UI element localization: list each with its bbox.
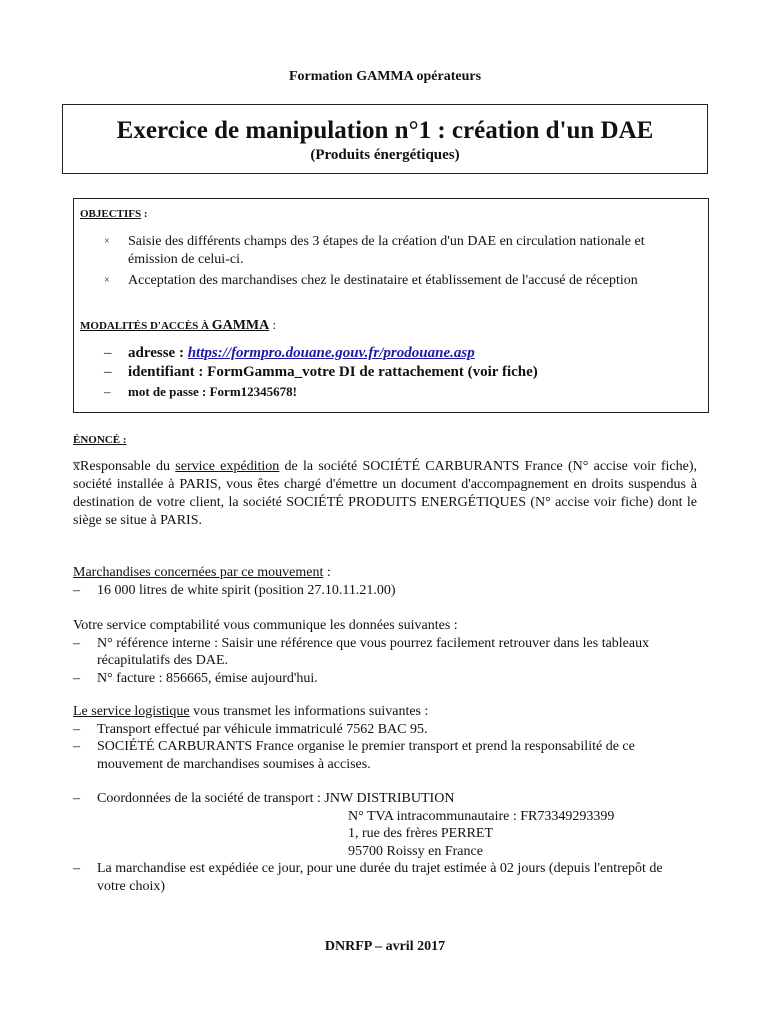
statement-label: ÉNONCÉ <box>73 434 121 446</box>
statement-paragraph <box>73 458 697 530</box>
statement-text-a: Responsable du <box>80 459 176 474</box>
transport-section <box>73 790 693 895</box>
list-item <box>104 363 694 382</box>
list-item <box>104 272 694 290</box>
goods-item: 16 000 litres de white spirit (position 27.10.11.21.00) <box>97 582 396 598</box>
objectives-colon: : <box>141 208 148 220</box>
transport-vat: N° TVA intracommunautaire : FR73349293399 <box>348 808 615 824</box>
logistics-item: SOCIÉTÉ CARBURANTS France organise le premier transport et prend la responsabilité de ce mouvement de marchandises soumises à accises. <box>97 739 635 772</box>
list-item <box>73 860 693 895</box>
accounting-heading: Votre service comptabilité vous communique les données suivantes : <box>73 618 458 633</box>
dash-bullet: – <box>73 721 80 737</box>
accounting-item: N° facture : 856665, émise aujourd'hui. <box>97 670 318 686</box>
dash-bullet: – <box>104 345 112 361</box>
transport-duration: La marchandise est expédiée ce jour, pour une durée du trajet estimée à 02 jours (depuis l'entrepôt de votre choix) <box>97 861 663 894</box>
logistics-heading <box>73 703 693 721</box>
page-footer: DNRFP – avril 2017 <box>324 939 446 954</box>
page-header: Formation GAMMA opérateurs <box>288 69 482 84</box>
document-subtitle: (Produits énergétiques) <box>310 147 460 163</box>
dash-bullet: – <box>73 861 80 876</box>
dash-bullet: – <box>104 364 112 380</box>
cross-bullet-icon: × <box>104 275 110 286</box>
list-item <box>104 382 694 401</box>
dash-bullet: – <box>73 739 80 754</box>
address-label: adresse : <box>128 345 188 361</box>
list-item <box>73 635 693 670</box>
list-item <box>73 790 693 808</box>
access-label-gamma: GAMMA <box>211 318 270 333</box>
list-item <box>73 738 693 773</box>
objectives-heading <box>80 208 148 220</box>
list-item <box>73 670 693 688</box>
goods-heading <box>73 564 693 582</box>
list-item <box>104 233 694 269</box>
document-title: Exercice de manipulation n°1 : création d'un DAE <box>116 117 654 144</box>
transport-street: 1, rue des frères PERRET <box>348 826 494 841</box>
objectives-label: OBJECTIFS <box>80 208 142 220</box>
access-label: MODALITÉS D'ACCÈS À <box>80 320 212 332</box>
identifier-text: identifiant : FormGamma_votre DI de rattachement (voir fiche) <box>128 364 538 380</box>
access-colon: : <box>269 317 277 332</box>
access-list <box>104 344 694 401</box>
statement-mark: x̅ <box>73 459 80 474</box>
transport-company: Coordonnées de la société de transport : JNW DISTRIBUTION <box>97 791 455 806</box>
statement-heading <box>73 434 126 446</box>
goods-section <box>73 564 693 599</box>
objective-text: Acceptation des marchandises chez le destinataire et établissement de l'accusé de réception <box>128 273 638 288</box>
list-item <box>104 344 694 363</box>
statement-colon: : <box>120 434 127 446</box>
logistics-item: Transport effectué par véhicule immatriculé 7562 BAC 95. <box>97 721 428 737</box>
objectives-list <box>104 233 694 293</box>
list-item <box>73 582 693 600</box>
logistics-heading-link: Le service logistique <box>73 704 190 719</box>
goods-colon: : <box>323 565 331 580</box>
title-box <box>62 104 708 174</box>
transport-city: 95700 Roissy en France <box>348 843 483 859</box>
list-item <box>73 721 693 739</box>
statement-link: service expédition <box>175 459 280 474</box>
logistics-section <box>73 703 693 773</box>
objective-text: Saisie des différents champs des 3 étapes de la création d'un DAE en circulation nationale et émission de celui-ci. <box>128 234 645 267</box>
password-text: mot de passe : Form12345678! <box>128 384 297 399</box>
accounting-section <box>73 617 693 687</box>
accounting-item: N° référence interne : Saisir une référence que vous pourrez facilement retrouver dans les tableaux récapitulatifs des DAE. <box>97 635 650 668</box>
access-heading <box>80 317 276 334</box>
statement-text-b: de la société SOCIÉTÉ CARBURANTS France (N° accise voir fiche), société installée à PARIS, vous êtes chargé d'émettre un document d'accompagnement en droits suspendus à destination de votre client, la société SOCIÉTÉ PRODUITS ENERGÉTIQUES (N° accise voir fiche) dont le siège se situe à PARIS. <box>73 459 698 528</box>
address-link[interactable]: https://formpro.douane.gouv.fr/prodouane.asp <box>187 345 475 361</box>
logistics-heading-rest: vous transmet les informations suivantes : <box>189 704 429 719</box>
dash-bullet: – <box>104 384 111 399</box>
dash-bullet: – <box>73 582 80 598</box>
objectives-box <box>73 198 709 413</box>
cross-bullet-icon: × <box>104 236 110 247</box>
dash-bullet: – <box>73 670 80 686</box>
dash-bullet: – <box>73 635 80 651</box>
goods-heading-text: Marchandises concernées par ce mouvement <box>73 565 324 580</box>
dash-bullet: – <box>73 791 80 806</box>
